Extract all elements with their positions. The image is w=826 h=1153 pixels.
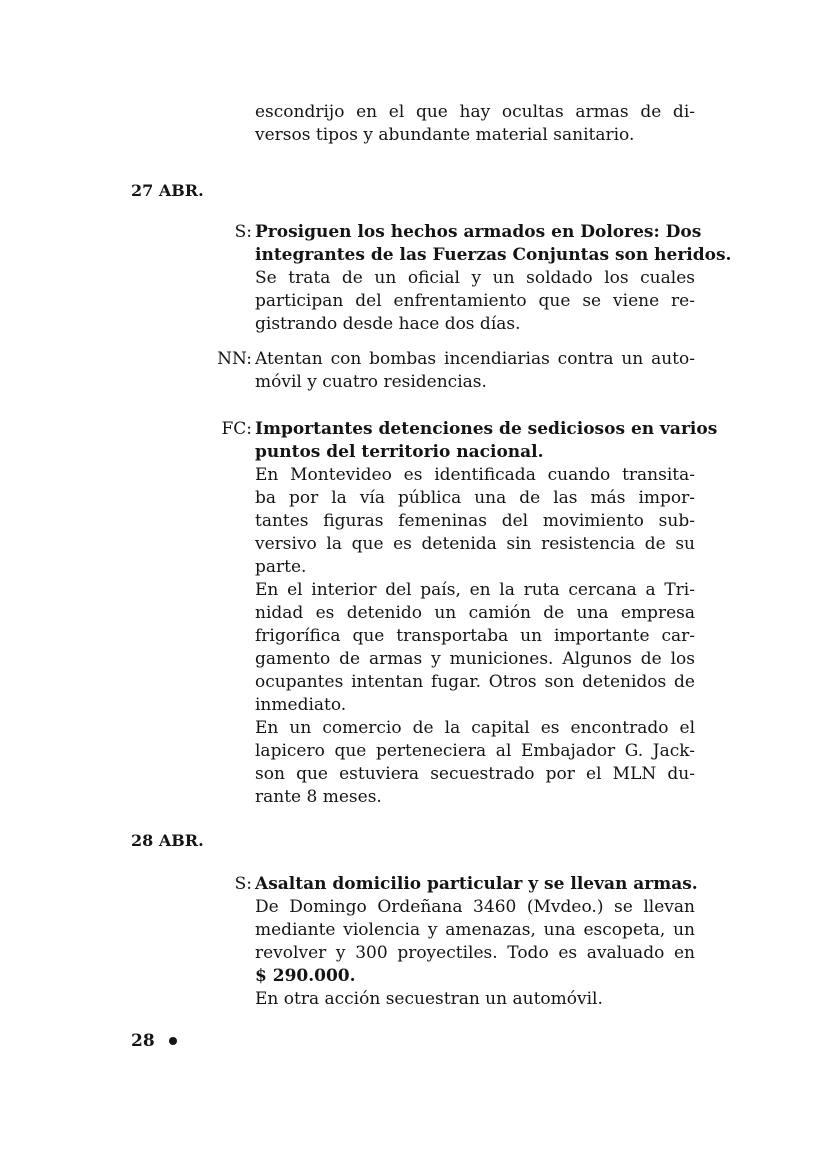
item-body-line: versivo la que es detenida sin resistencia de su <box>255 534 695 554</box>
item-body-line: tantes figuras femeninas del movimiento sub- <box>255 511 695 531</box>
item-body-line: revolver y 300 proyectiles. Todo es avaluado en <box>255 943 695 963</box>
item-headline-line: Importantes detenciones de sediciosos en varios <box>255 419 718 439</box>
item-body-line: parte. <box>255 557 307 577</box>
item-body-line: rante 8 meses. <box>255 787 382 807</box>
item-code: S: <box>234 874 252 894</box>
item-body-line: Atentan con bombas incendiarias contra un auto- <box>255 349 695 369</box>
item-body-line: gamento de armas y municiones. Algunos de los <box>255 649 695 669</box>
item-body-line: En otra acción secuestran un automóvil. <box>255 989 603 1009</box>
item-body-line: ba por la vía pública una de las más impor- <box>255 488 695 508</box>
continuation-line: escondrijo en el que hay ocultas armas de di- <box>255 102 695 122</box>
item-body-line: En Montevideo es identificada cuando transita- <box>255 465 695 485</box>
item-code: NN: <box>217 349 252 369</box>
item-headline-line: Prosiguen los hechos armados en Dolores: Dos <box>255 222 702 242</box>
item-body-line: En el interior del país, en la ruta cercana a Tri- <box>255 580 695 600</box>
item-code: S: <box>234 222 252 242</box>
item-headline-line: Asaltan domicilio particular y se llevan armas. <box>255 874 698 894</box>
item-body-line: En un comercio de la capital es encontrado el <box>255 718 695 738</box>
item-body-line: inmediato. <box>255 695 347 715</box>
continuation-line: versos tipos y abundante material sanitario. <box>255 125 635 145</box>
item-body-line: móvil y cuatro residencias. <box>255 372 487 392</box>
item-body-line: De Domingo Ordeñana 3460 (Mvdeo.) se llevan <box>255 897 695 917</box>
bullet-icon <box>169 1037 177 1045</box>
item-body-line: ocupantes intentan fugar. Otros son detenidos de <box>255 672 695 692</box>
item-body-line: participan del enfrentamiento que se viene re- <box>255 291 695 311</box>
item-body-line: mediante violencia y amenazas, una escopeta, un <box>255 920 695 940</box>
item-headline-line: puntos del territorio nacional. <box>255 442 544 462</box>
item-body-line: lapicero que perteneciera al Embajador G. Jack- <box>255 741 695 761</box>
item-body-line: son que estuviera secuestrado por el MLN du- <box>255 764 695 784</box>
item-headline-line: integrantes de las Fuerzas Conjuntas son heridos. <box>255 245 732 265</box>
item-body-line: frigorífica que transportaba un importante car- <box>255 626 695 646</box>
entry-date: 27 ABR. <box>131 181 204 200</box>
item-body-line: gistrando desde hace dos días. <box>255 314 521 334</box>
entry-date: 28 ABR. <box>131 831 204 850</box>
item-body-line: nidad es detenido un camión de una empresa <box>255 603 695 623</box>
item-body-line: Se trata de un oficial y un soldado los cuales <box>255 268 695 288</box>
item-code: FC: <box>221 419 252 439</box>
item-body-line: $ 290.000. <box>255 966 356 986</box>
page-number: 28 <box>131 1031 155 1051</box>
